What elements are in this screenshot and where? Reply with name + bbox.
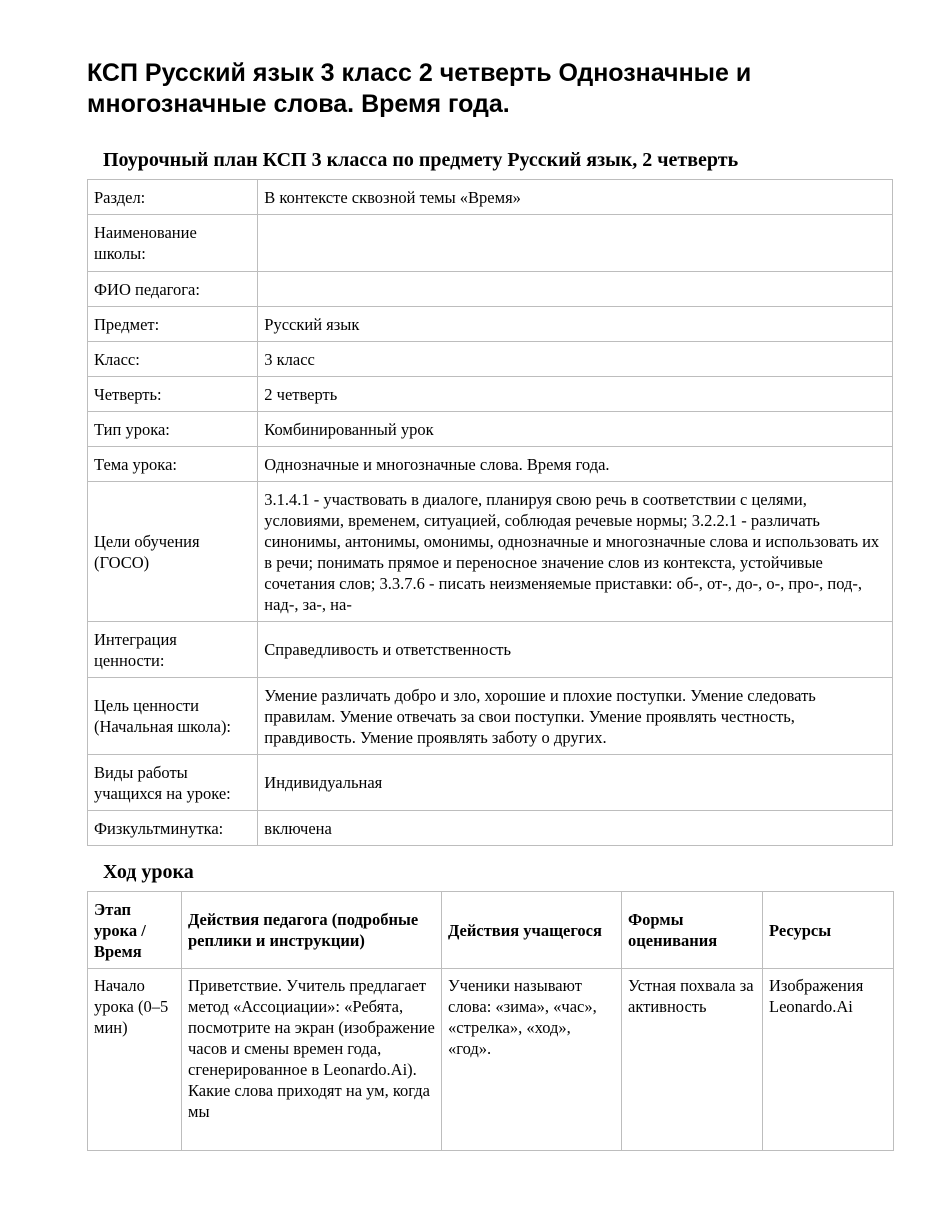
info-value: 2 четверть [258,377,893,412]
cell-assessment: Устная похвала за активность [622,969,763,1151]
info-value: 3 класс [258,342,893,377]
cell-stage: Начало урока (0–5 мин) [88,969,182,1151]
info-label: Четверть: [88,377,258,412]
cell-teacher-actions: Приветствие. Учитель предлагает метод «Ассоциации»: «Ребята, посмотрите на экран (изображение часов и смены времен года, сгенерированное в Leonardo.Ai). Какие слова приходят на ум, когда мы [182,969,442,1151]
info-label: Цели обучения (ГОСО) [88,482,258,622]
plan-heading: Поурочный план КСП 3 класса по предмету Русский язык, 2 четверть [103,149,739,171]
info-label: Тип урока: [88,412,258,447]
info-value: Однозначные и многозначные слова. Время года. [258,447,893,482]
info-row-learning-goals [88,482,893,622]
info-label: ФИО педагога: [88,272,258,307]
document-title: КСП Русский язык 3 класс 2 четверть Однозначные и многозначные слова. Время года. [87,59,752,118]
info-value: В контексте сквозной темы «Время» [258,180,893,215]
info-label: Предмет: [88,307,258,342]
info-label: Тема урока: [88,447,258,482]
info-label: Физкультминутка: [88,811,258,846]
lesson-info-table [87,179,893,846]
header-student-actions: Действия учащегося [442,892,622,969]
info-row-topic [88,447,893,482]
info-value: 3.1.4.1 - участвовать в диалоге, планируя свою речь в соответствии с целями, условиями, временем, ситуацией, соблюдая речевые нормы; 3.2.2.1 - различать синонимы, антонимы, омонимы, однозначные и многозначные слова и использовать их в речи; понимать прямое и переносное значение слов из контекста, устойчивые сочетания слов; 3.3.7.6 - писать неизменяемые приставки: об-, от-, до-, о-, про-, под-, над-, за-, на- [258,482,893,622]
info-label: Класс: [88,342,258,377]
info-row-value-goal [88,678,893,755]
info-row-grade [88,342,893,377]
lesson-heading: Ход урока [103,861,194,883]
table-row [88,969,894,1151]
info-value: Индивидуальная [258,755,893,811]
info-label: Интеграция ценности: [88,622,258,678]
info-row-section [88,180,893,215]
info-label: Наименование школы: [88,215,258,272]
info-label: Раздел: [88,180,258,215]
header-teacher-actions: Действия педагога (подробные реплики и инструкции) [182,892,442,969]
info-row-school [88,215,893,272]
info-row-quarter [88,377,893,412]
info-row-value-integration [88,622,893,678]
info-value: Русский язык [258,307,893,342]
info-row-teacher [88,272,893,307]
info-value: включена [258,811,893,846]
info-value [258,272,893,307]
info-label: Цель ценности (Начальная школа): [88,678,258,755]
info-row-work-types [88,755,893,811]
header-assessment: Формы оценивания [622,892,763,969]
lesson-flow-table [87,891,894,1151]
info-value [258,215,893,272]
info-row-subject [88,307,893,342]
info-value: Справедливость и ответственность [258,622,893,678]
header-stage: Этап урока / Время [88,892,182,969]
info-row-pe-break [88,811,893,846]
cell-student-actions: Ученики называют слова: «зима», «час», «стрелка», «ход», «год». [442,969,622,1151]
info-value: Умение различать добро и зло, хорошие и плохие поступки. Умение следовать правилам. Умение отвечать за свои поступки. Умение проявлять честность, правдивость. Умение проявлять заботу о других. [258,678,893,755]
lesson-header-row [88,892,894,969]
info-row-lesson-type [88,412,893,447]
info-label: Виды работы учащихся на уроке: [88,755,258,811]
info-value: Комбинированный урок [258,412,893,447]
header-resources: Ресурсы [763,892,894,969]
cell-resources: Изображения Leonardo.Ai [763,969,894,1151]
